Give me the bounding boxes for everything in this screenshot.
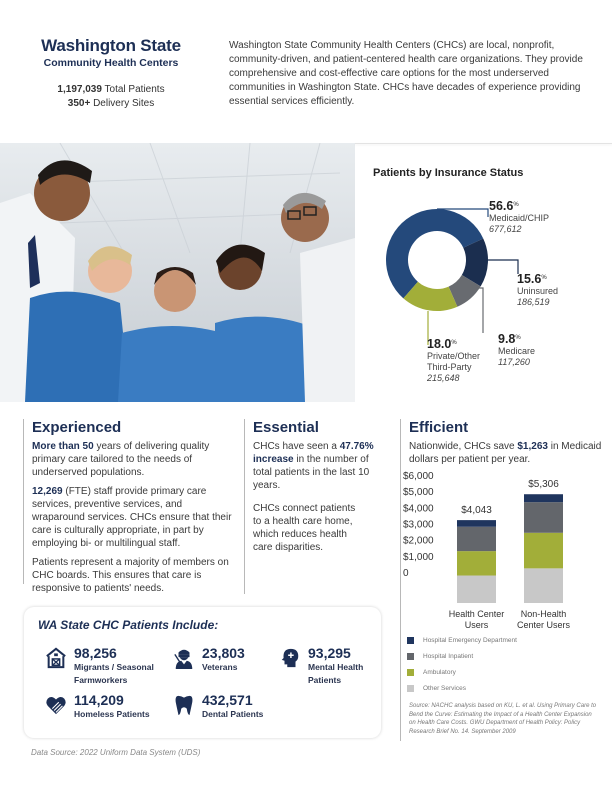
efficient-bold: $1,263	[517, 441, 548, 452]
y-tick-label: $4,000	[403, 503, 434, 515]
patient-stat-value: 114,209	[74, 692, 124, 708]
header-block	[22, 36, 200, 111]
veteran-icon	[173, 647, 195, 669]
legend-swatch	[407, 653, 414, 660]
tooth-icon	[173, 694, 195, 716]
donut-label-count: 186,519	[517, 297, 550, 307]
bar-segment-other-services	[457, 576, 496, 603]
donut-label-medicare	[498, 332, 535, 368]
donut-label-name-2: Third-Party	[427, 362, 472, 372]
legend-label: Hospital Inpatient	[423, 652, 474, 660]
y-tick-label: $5,000	[403, 487, 434, 499]
donut-label-name: Private/Other	[427, 351, 481, 361]
essential-paragraph-2: CHCs connect patients to a health care home, which reduces health care disparities.	[253, 503, 356, 553]
delivery-sites-stat	[22, 97, 200, 111]
essential-bold: 47.76% increase	[253, 441, 374, 465]
patient-stat-veterans	[173, 645, 245, 674]
efficient-section	[400, 419, 609, 741]
donut-chart-title: Patients by Insurance Status	[373, 167, 524, 179]
delivery-sites-value: 350+	[67, 98, 91, 109]
bar-chart-legend	[407, 632, 517, 696]
bar-total-label: $4,043	[461, 505, 492, 517]
bar-segment-hospital-inpatient	[524, 502, 563, 533]
donut-leader-line	[484, 260, 518, 274]
patient-stat-label-2: Farmworkers	[74, 675, 128, 685]
y-tick-label: $1,000	[403, 551, 434, 563]
x-category-label: Health Center	[448, 609, 505, 619]
patient-stat-label: Homeless Patients	[74, 709, 150, 719]
x-category-label: Users	[464, 620, 489, 630]
donut-label-count: 677,612	[489, 224, 522, 234]
patient-stat-value: 432,571	[202, 692, 253, 708]
patient-stat-homeless	[45, 692, 150, 721]
percent-sign: %	[513, 202, 519, 208]
barn-icon	[45, 647, 67, 669]
total-patients-label: Total Patients	[104, 84, 165, 95]
y-tick-label: $2,000	[403, 535, 434, 547]
experienced-paragraph-2	[32, 485, 237, 550]
donut-leader-line	[477, 288, 483, 333]
donut-label-name: Medicare	[498, 346, 536, 356]
efficient-text-rest: in Medicaid dollars per patient per year.	[409, 441, 602, 465]
patient-stat-label: Mental Health	[308, 662, 364, 672]
bar-segment-hospital-emergency-department	[524, 494, 563, 502]
bar-segment-hospital-inpatient	[457, 527, 496, 551]
essential-paragraph-1	[253, 440, 387, 492]
bar-segment-hospital-emergency-department	[457, 520, 496, 527]
donut-label-pct: 9.8	[498, 332, 516, 346]
heart-hands-icon	[45, 694, 67, 716]
legend-item	[407, 664, 517, 680]
y-tick-label: $6,000	[403, 471, 434, 482]
patient-stat-dental	[173, 692, 263, 721]
efficient-heading: Efficient	[409, 419, 469, 436]
patient-stat-value: 23,803	[202, 645, 245, 661]
donut-label-pct: 15.6	[517, 272, 542, 286]
donut-label-pct: 56.6	[489, 199, 514, 213]
experienced-text-2: (FTE) staff provide primary care services, preventive services, and wraparound services. CHCs ensure that their care is culturally appropriate, in part by employing bi- or multilingual staff.	[32, 486, 232, 549]
patients-include-box	[24, 607, 381, 738]
legend-swatch	[407, 669, 414, 676]
data-source-note: Data Source: 2022 Uniform Data System (UDS)	[31, 748, 201, 757]
x-category-label: Center Users	[516, 620, 571, 630]
legend-label: Ambulatory	[423, 668, 456, 676]
delivery-sites-label: Delivery Sites	[93, 98, 155, 109]
legend-item	[407, 648, 517, 664]
donut-label-uninsured	[517, 272, 558, 308]
percent-sign: %	[515, 335, 521, 341]
legend-label: Hospital Emergency Department	[423, 636, 517, 644]
donut-label-name: Uninsured	[517, 286, 559, 296]
essential-text-pre: CHCs have seen a	[253, 441, 340, 452]
y-tick-label: 0	[403, 568, 409, 579]
legend-label: Other Services	[423, 684, 466, 692]
bar-segment-ambulatory	[457, 551, 496, 575]
y-tick-label: $3,000	[403, 519, 434, 531]
experienced-bold-1: More than 50	[32, 441, 94, 452]
legend-item	[407, 680, 517, 696]
donut-label-pct: 18.0	[427, 337, 452, 351]
essential-heading: Essential	[253, 419, 319, 436]
divider	[355, 143, 612, 144]
legend-swatch	[407, 685, 414, 692]
experienced-paragraph-3: Patients represent a majority of members on CHC boards. This ensures that care is responsive to patients' needs.	[32, 557, 229, 594]
bar-total-label: $5,306	[528, 479, 559, 491]
percent-sign: %	[451, 340, 457, 346]
donut-label-count: 215,648	[427, 373, 460, 383]
patient-stat-label: Dental Patients	[202, 709, 264, 719]
efficient-paragraph	[409, 440, 609, 466]
essential-text-rest: in the number of total patients in the last 10 years.	[253, 454, 370, 491]
donut-label-private	[427, 337, 480, 384]
total-patients-value: 1,197,039	[57, 84, 102, 95]
efficient-text-pre: Nationwide, CHCs save	[409, 441, 518, 452]
patient-stat-label: Migrants / Seasonal	[74, 662, 154, 672]
bar-segment-other-services	[524, 568, 563, 603]
legend-item	[407, 632, 517, 648]
experienced-heading: Experienced	[32, 419, 122, 436]
essential-section	[244, 419, 387, 594]
cost-bar-chart	[401, 465, 601, 630]
donut-label-count: 117,260	[498, 357, 530, 367]
percent-sign: %	[541, 275, 547, 281]
experienced-bold-2: 12,269	[32, 486, 63, 497]
legend-swatch	[407, 637, 414, 644]
total-patients-stat	[22, 83, 200, 97]
x-category-label: Non-Health	[520, 609, 567, 619]
chart-source-note: Source: NACHC analysis based on KU, L. et al. Using Primary Care to Bend the Curve: Estimating the Impact of a Health Center Expansion on Health Care Costs. GWU Department of Health Policy: Policy Research Brief No. 14. September 2009	[409, 703, 597, 735]
patient-stat-label-2: Patients	[308, 675, 342, 685]
patients-include-title: WA State CHC Patients Include:	[38, 618, 219, 632]
patient-stat-value: 98,256	[74, 645, 117, 661]
page-subtitle: Community Health Centers	[43, 57, 179, 69]
photo-illustration	[0, 143, 355, 402]
header-description: Washington State Community Health Centers (CHCs) are local, nonprofit, community-driven, and patient-centered health care organizations. They provide comprehensive and cost-effective care options for the most underserved communities in Washington State. CHCs have decades of experience providing essential services efficiently.	[229, 40, 583, 107]
experienced-section	[23, 419, 237, 594]
patient-stat-label: Veterans	[202, 662, 238, 672]
patient-stat-value: 93,295	[308, 645, 351, 661]
bar-segment-ambulatory	[524, 533, 563, 569]
patient-stat-mental-health	[279, 645, 363, 687]
experienced-paragraph-1	[32, 440, 237, 479]
donut-label-medicaid	[489, 199, 549, 235]
donut-label-name: Medicaid/CHIP	[489, 213, 550, 223]
health-workers-photo	[0, 143, 355, 402]
page-title: Washington State	[41, 36, 181, 55]
experienced-text-1: years of delivering quality primary care tailored to the needs of underserved populations.	[32, 441, 210, 478]
header-stats	[22, 83, 200, 111]
patient-stat-migrants	[45, 645, 154, 687]
mental-health-icon	[279, 647, 301, 669]
